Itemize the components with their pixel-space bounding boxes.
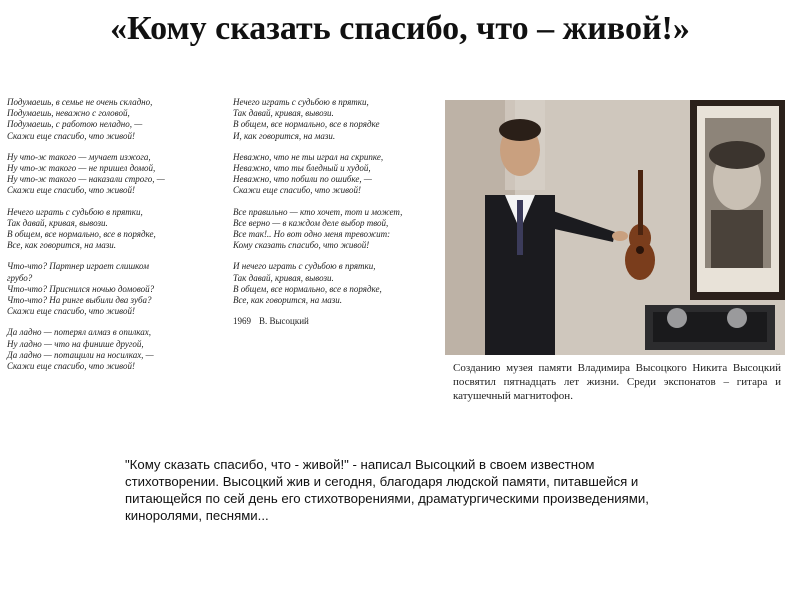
poem-line: В общем, все нормально, все в порядке xyxy=(233,119,380,130)
signature-author: В. Высоцкий xyxy=(259,316,309,327)
poem-stanza xyxy=(7,152,217,197)
poem-stanza xyxy=(233,152,448,197)
museum-photo-icon xyxy=(445,100,785,355)
closing-quote: "Кому сказать спасибо, что - живой!" - написал Высоцкий в своем известном стихотворении. Высоцкий жив и сегодня, благодаря людской памяти, питавшейся и питающейся по сей день его стихотворениями, драматургическими произведениями, киноролями, песнями... xyxy=(125,457,649,523)
poem-line: Скажи еще спасибо, что живой! xyxy=(233,185,361,196)
poem-line: Подумаешь, в семье не очень складно, xyxy=(7,97,153,107)
poem-line: Все, как говорится, на мази. xyxy=(7,240,117,251)
poem-line: Нечего играть с судьбою в прятки, xyxy=(233,97,369,107)
poem-line: Так давай, кривая, вывози. xyxy=(233,272,334,283)
poem-line: Так давай, кривая, вывози. xyxy=(7,217,108,228)
poem-line: Что-что? Приснился ночью домовой? xyxy=(7,283,155,294)
poem-line: Что-что? Партнер играет слишком xyxy=(7,261,149,272)
poem-line: Подумаешь, неважно с головой, xyxy=(7,108,130,119)
poem-line: Неважно, что не ты играл на скрипке, xyxy=(233,151,384,162)
poem-stanza xyxy=(233,97,448,142)
poem-line: Все так!.. Но вот одно меня тревожит: xyxy=(233,229,391,240)
poem-line: Что-что? На ринге выбили два зуба? xyxy=(7,295,152,306)
poem-stanza xyxy=(233,207,448,252)
poem-signature xyxy=(233,316,448,327)
poem-line: Скажи еще спасибо, что живой! xyxy=(7,306,135,317)
poem-right-column xyxy=(233,97,448,327)
photo-caption: Созданию музея памяти Владимира Высоцкого Никита Высоцкий посвятил пятнадцать лет жизни. Среди экспонатов – гитара и катушечный магнитофон. xyxy=(453,362,781,402)
poem-line: Все правильно — кто хочет, тот и может, xyxy=(233,206,403,217)
poem-line: Неважно, что ты бледный и худой, xyxy=(233,163,371,174)
poem-line: Ну ладно — что на финише другой, xyxy=(7,338,144,349)
poem-line: Кому сказать спасибо, что живой! xyxy=(233,240,370,251)
poem-left-column xyxy=(7,97,217,382)
poem-line: Так давай, кривая, вывози. xyxy=(233,108,334,119)
poem-line: Скажи еще спасибо, что живой! xyxy=(7,130,135,141)
poem-line: В общем, все нормально, все в порядке, xyxy=(7,229,156,240)
poem-line: И нечего играть с судьбою в прятки, xyxy=(233,261,376,272)
poem-line: Скажи еще спасибо, что живой! xyxy=(7,361,135,372)
poem-line: Подумаешь, с работою неладно, — xyxy=(7,119,143,130)
page-title: «Кому сказать спасибо, что – живой!» xyxy=(110,10,690,47)
signature-year: 1969 xyxy=(233,316,251,327)
poem-line: В общем, все нормально, все в порядке, xyxy=(233,283,382,294)
museum-photo xyxy=(445,100,785,355)
poem-stanza xyxy=(233,261,448,306)
poem-line: грубо? xyxy=(7,272,33,283)
poem-line: Ну что-ж такого — мучает изжога, xyxy=(7,151,151,162)
poem-line: Да ладно — потащили на носилках, — xyxy=(7,349,154,360)
poem-line: Ну что-ж такого — наказали строго, — xyxy=(7,174,165,185)
poem-line: Нечего играть с судьбою в прятки, xyxy=(7,206,143,217)
poem-line: Все, как говорится, на мази. xyxy=(233,295,343,306)
poem-line: Да ладно — потерял алмаз в опилках, xyxy=(7,327,152,338)
poem-line: И, как говорится, на мази. xyxy=(233,130,336,141)
poem-stanza xyxy=(7,207,217,252)
poem-line: Все верно — в каждом деле выбор твой, xyxy=(233,217,389,228)
poem-line: Скажи еще спасибо, что живой! xyxy=(7,185,135,196)
poem-stanza xyxy=(7,261,217,317)
poem-stanza xyxy=(7,97,217,142)
poem-line: Ну что-ж такого — не пришел домой, xyxy=(7,163,156,174)
poem-line: Неважно, что побили по ошибке, — xyxy=(233,174,372,185)
poem-stanza xyxy=(7,327,217,372)
